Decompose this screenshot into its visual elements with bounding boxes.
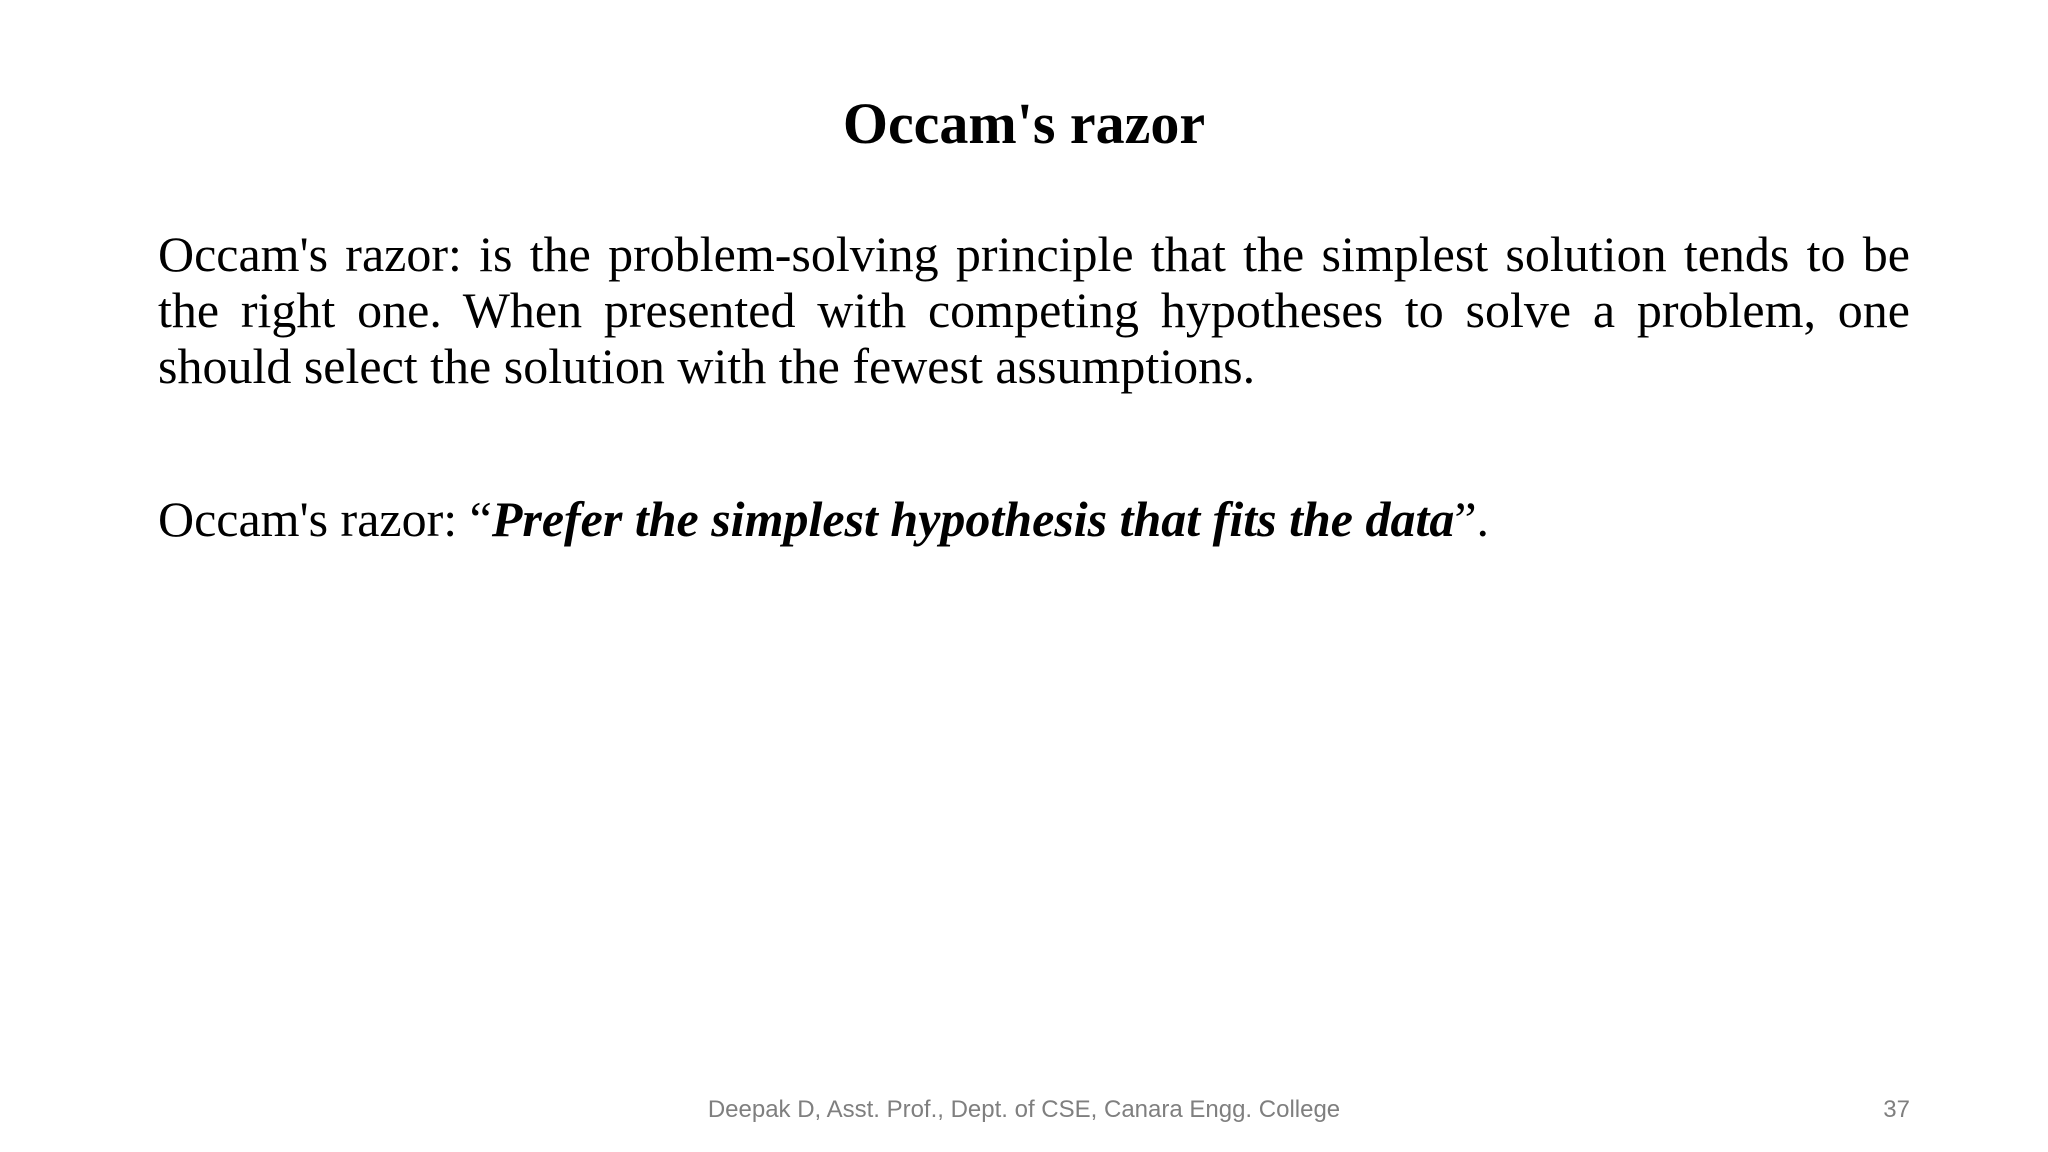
footer-text: Deepak D, Asst. Prof., Dept. of CSE, Canara Engg. College: [707, 1096, 1341, 1123]
quote-prefix: Occam's razor: “: [158, 491, 492, 547]
definition-paragraph: Occam's razor: is the problem-solving principle that the simplest solution tends to be the right one. When presented with competing hypotheses to solve a problem, one should select the solution with the fewest assumptions.: [158, 226, 1910, 394]
slide-title: Occam's razor: [842, 91, 1206, 156]
quote-emphasis: Prefer the simplest hypothesis that fits the data: [491, 491, 1455, 547]
page-number: 37: [1883, 1096, 1910, 1123]
quote-suffix: ”.: [1454, 491, 1490, 547]
quote-paragraph: [158, 491, 1910, 547]
